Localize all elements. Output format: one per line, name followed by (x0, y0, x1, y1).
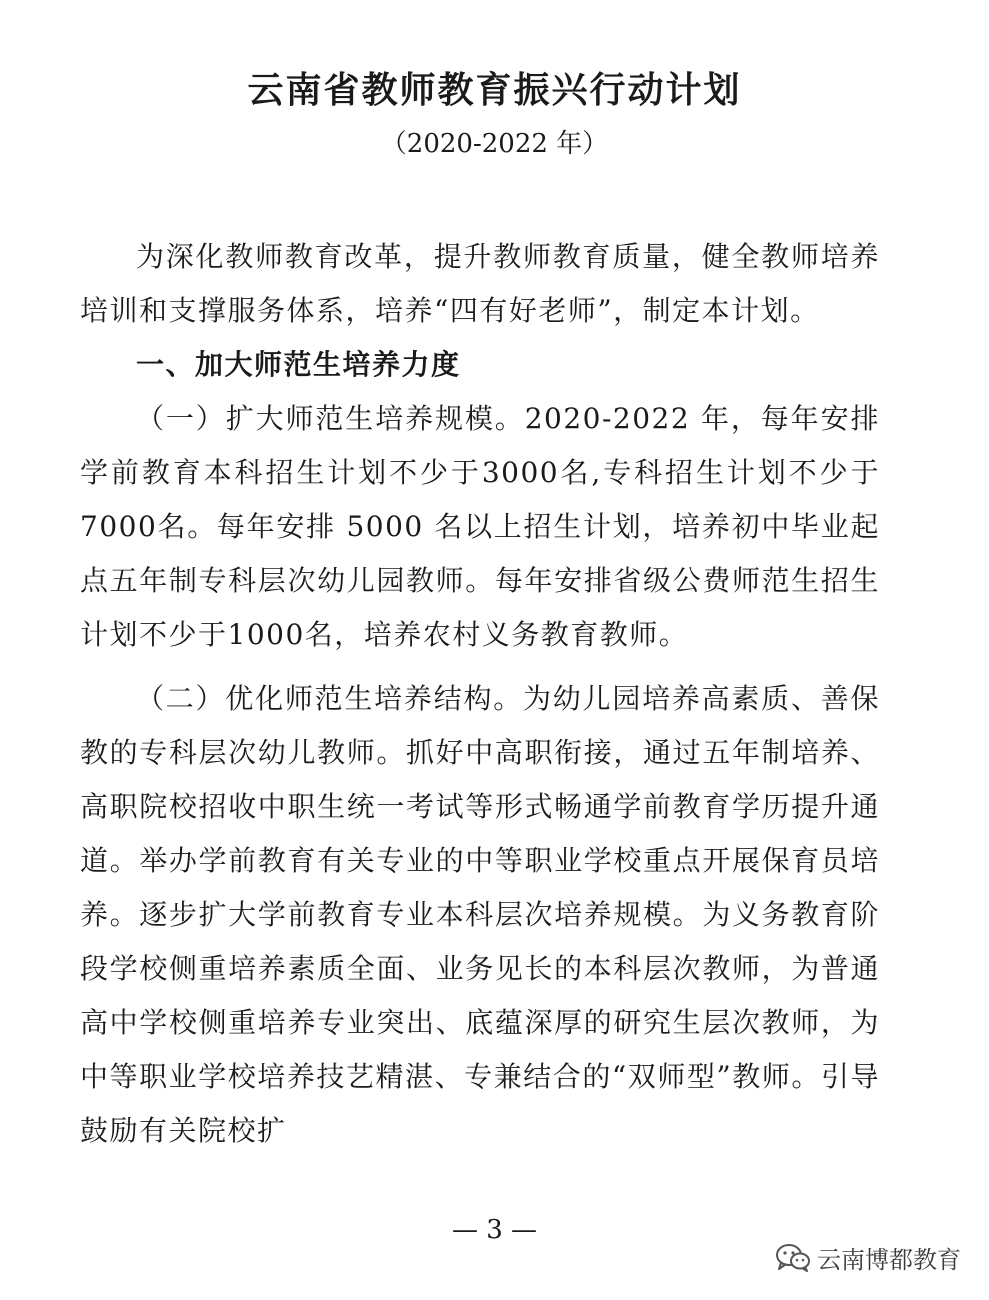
section-heading: 一、加大师范生培养力度 (136, 348, 461, 381)
item-paragraph-1 (80, 392, 880, 662)
document-title: 云南省教师教育振兴行动计划 (247, 70, 742, 111)
watermark (775, 1240, 961, 1275)
item-text-1: 2020-2022 年，每年安排学前教育本科招生计划不少于3000名,专科招生计划不少于7000名。每年安排 5000 名以上招生计划，培养初中毕业起点五年制专科层次幼儿园教师。每年安排省级公费师范生招生计划不少于1000名，培养农村义务教育教师。 (80, 402, 880, 651)
document-body (80, 230, 880, 1158)
intro-paragraph: 为深化教师教育改革，提升教师教育质量，健全教师培养培训和支撑服务体系，培养“四有好老师”，制定本计划。 (80, 240, 880, 327)
document-subtitle: （2020-2022 年） (380, 129, 609, 159)
item-lead-2: （二）优化师范生培养结构。 (136, 682, 524, 715)
item-paragraph-2 (80, 672, 880, 1158)
item-text-2: 为幼儿园培养高素质、善保教的专科层次幼儿教师。抓好中高职衔接，通过五年制培养、高职院校招收中职生统一考试等形式畅通学前教育学历提升通道。举办学前教育有关专业的中等职业学校重点开展保育员培养。逐步扩大学前教育专业本科层次培养规模。为义务教育阶段学校侧重培养素质全面、业务见长的本科层次教师，为普通高中学校侧重培养专业突出、底蕴深厚的研究生层次教师，为中等职业学校培养技艺精湛、专兼结合的“双师型”教师。引导鼓励有关院校扩 (80, 682, 880, 1147)
page-number: — 3 — (451, 1215, 538, 1245)
item-lead-1: （一）扩大师范生培养规模。 (136, 402, 525, 435)
wechat-icon (775, 1243, 811, 1273)
watermark-text: 云南博都教育 (817, 1246, 961, 1274)
paragraph-gap (80, 662, 880, 672)
